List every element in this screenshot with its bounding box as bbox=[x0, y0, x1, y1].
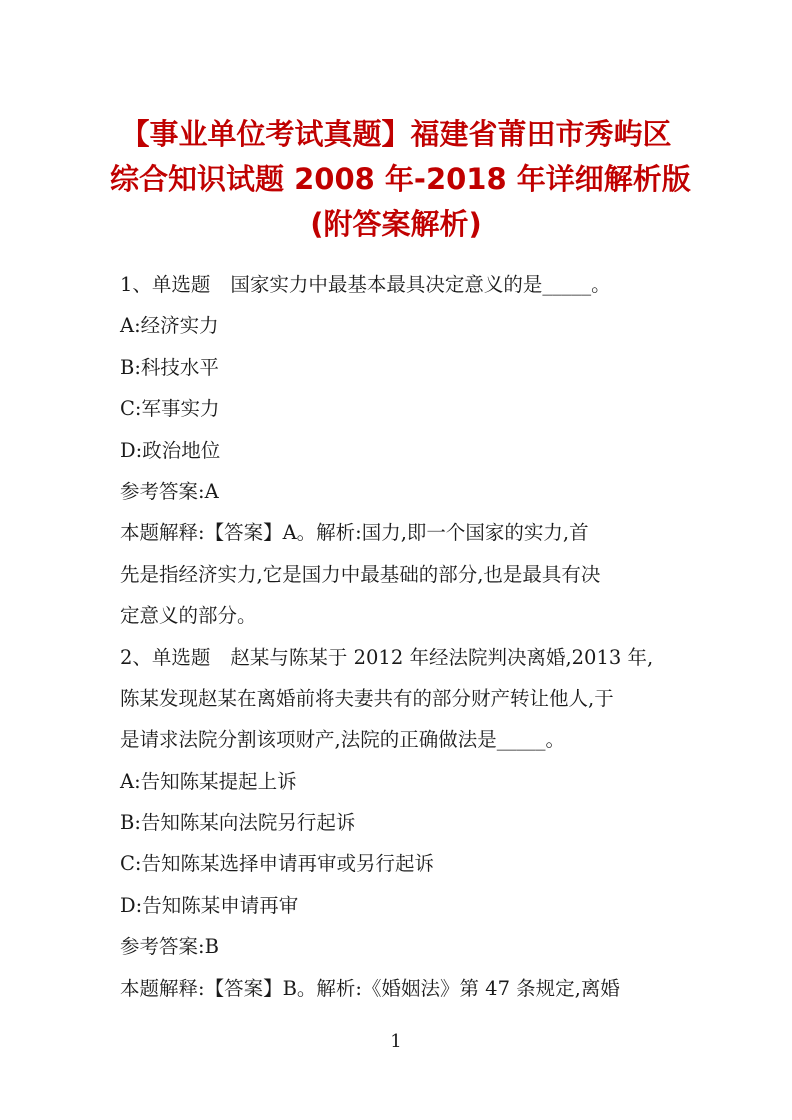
title-line-1: 【事业单位考试真题】福建省莆田市秀屿区 bbox=[120, 117, 672, 151]
question-1-explanation-line-1: 本题解释:【答案】A。解析:国力,即一个国家的实力,首 bbox=[120, 521, 589, 545]
question-2-answer: 参考答案:B bbox=[120, 935, 219, 959]
question-2-option-b: B:告知陈某向法院另行起诉 bbox=[120, 811, 356, 835]
question-2-stem-line-2: 陈某发现赵某在离婚前将夫妻共有的部分财产转让他人,于 bbox=[120, 686, 614, 710]
question-2-stem-line-3: 是请求法院分割该项财产,法院的正确做法是_____。 bbox=[120, 728, 565, 752]
title-line-3: (附答案解析) bbox=[310, 207, 482, 241]
question-1 bbox=[120, 264, 676, 637]
question-2-option-a: A:告知陈某提起上诉 bbox=[120, 769, 297, 793]
question-2-stem-part-1: 赵某与陈某于 2012 年经法院判决离婚,2013 年, bbox=[230, 645, 654, 669]
question-1-option-a: A:经济实力 bbox=[120, 314, 219, 338]
question-1-number: 1、单选题 bbox=[120, 273, 211, 296]
question-1-option-d: D:政治地位 bbox=[120, 438, 221, 462]
question-1-explanation-line-2: 先是指经济实力,它是国力中最基础的部分,也是最具有决 bbox=[120, 562, 601, 586]
question-2-option-d: D:告知陈某申请再审 bbox=[120, 893, 299, 917]
question-1-option-b: B:科技水平 bbox=[120, 355, 219, 379]
question-1-stem-line bbox=[120, 264, 676, 305]
question-2-explanation-line-1: 本题解释:【答案】B。解析:《婚姻法》第 47 条规定,离婚 bbox=[120, 976, 620, 1000]
question-1-answer: 参考答案:A bbox=[120, 479, 219, 503]
document-body bbox=[120, 264, 676, 1009]
question-1-explanation-line-3: 定意义的部分。 bbox=[120, 604, 257, 628]
page-number: 1 bbox=[390, 1031, 402, 1052]
document-title bbox=[110, 112, 691, 247]
question-1-stem: 国家实力中最基本最具决定意义的是_____。 bbox=[230, 273, 611, 296]
title-line-2: 综合知识试题 2008 年-2018 年详细解析版 bbox=[110, 162, 691, 196]
question-2-option-c: C:告知陈某选择申请再审或另行起诉 bbox=[120, 852, 434, 876]
question-2-number: 2、单选题 bbox=[120, 645, 211, 669]
question-1-option-c: C:军事实力 bbox=[120, 397, 220, 421]
question-2-stem-line-1 bbox=[120, 637, 676, 678]
question-2 bbox=[120, 637, 676, 1010]
